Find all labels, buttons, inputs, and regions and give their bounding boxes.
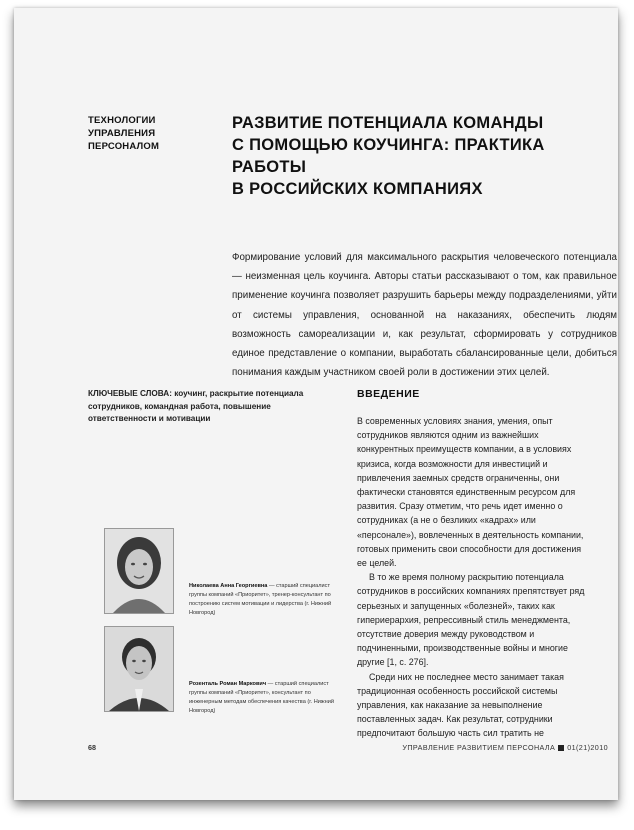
journal-issue: 01(21)2010 — [567, 743, 608, 752]
section-label: ТЕХНОЛОГИИ УПРАВЛЕНИЯ ПЕРСОНАЛОМ — [88, 115, 160, 152]
author-card — [88, 626, 348, 718]
magazine-page — [14, 8, 618, 800]
keywords-text: коучинг, раскрытие потенциала сотрудников, командная работа, повышение ответственности и мотивации — [88, 389, 304, 423]
author-bio: — старший специалист группы компаний «Приоритет», тренер-консультант по построению систем мотивации и лидерства (г. Нижний Новгород) — [189, 583, 332, 616]
body-paragraph: Среди них не последнее место занимает такая традиционная особенность российской системы управления, как наказание за невыполнение поставленных задач. Как результат, сотрудники предпочитают большую часть сил тратить не — [357, 671, 564, 739]
author-photo — [104, 528, 174, 614]
article-body — [357, 414, 593, 741]
author-caption — [189, 582, 339, 618]
journal-info — [402, 743, 608, 752]
journal-name: УПРАВЛЕНИЕ РАЗВИТИЕМ ПЕРСОНАЛА — [402, 743, 556, 752]
keywords — [88, 388, 328, 426]
article-lead: Формирование условий для максимального раскрытия человеческого потенциала — неизменная цель коучинга. Авторы статьи рассказывают о том, как правильное применение коучинга позволяет разрушить барьеры между подразделениями, уйти от системы управления, основанной на наказаниях, обеспечить людям возможность самореализации и, как результат, сформировать у сотрудников единое представление о компании, выработать сбалансированные цели, добиться понимания каждым участником своей роли в достижении этих целей. — [232, 252, 617, 379]
keywords-label: КЛЮЧЕВЫЕ СЛОВА: — [88, 389, 172, 398]
author-caption — [189, 680, 339, 716]
author-photo — [104, 626, 174, 712]
author-bio: — старший специалист группы компаний «Приоритет», консультант по инженерным методам обеспечения качества (г. Нижний Новгород) — [189, 681, 334, 714]
body-paragraph: В современных условиях знания, умения, опыт сотрудников являются одним из важнейших конкурентных преимуществ компании, а в условиях кризиса, когда возможности для инвестиций и привлечения заемных средств ограниченны, они фактически становятся единственным ресурсом для развития. Сразу отметим, что речь идет именно о сотрудниках (а не о безликих «кадрах» или «персонале»), вовлеченных в деятельность компании, готовых применить свои способности для достижения ее целей. — [357, 416, 584, 569]
article-title: РАЗВИТИЕ ПОТЕНЦИАЛА КОМАНДЫ С ПОМОЩЬЮ КОУЧИНГА: ПРАКТИКА РАБОТЫ В РОССИЙСКИХ КОМПАНИЯХ — [232, 114, 545, 198]
author-name: Николаева Анна Георгиевна — [189, 583, 268, 589]
page-number: 68 — [88, 743, 96, 752]
body-paragraph: В то же время полному раскрытию потенциала сотрудников в российских компаниях препятствует ряд серьезных и запущенных «болезней», таких как гипериерархия, репрессивный стиль менеджмента, отсутствие доверия между руководством и подчиненными, производственные войны и многие другие [1, с. 276]. — [357, 572, 585, 668]
square-bullet-icon — [558, 745, 564, 751]
author-name: Розенталь Роман Маркович — [189, 681, 267, 687]
authors-block — [88, 528, 348, 724]
intro-heading: ВВЕДЕНИЕ — [357, 388, 420, 400]
author-card — [88, 528, 348, 620]
